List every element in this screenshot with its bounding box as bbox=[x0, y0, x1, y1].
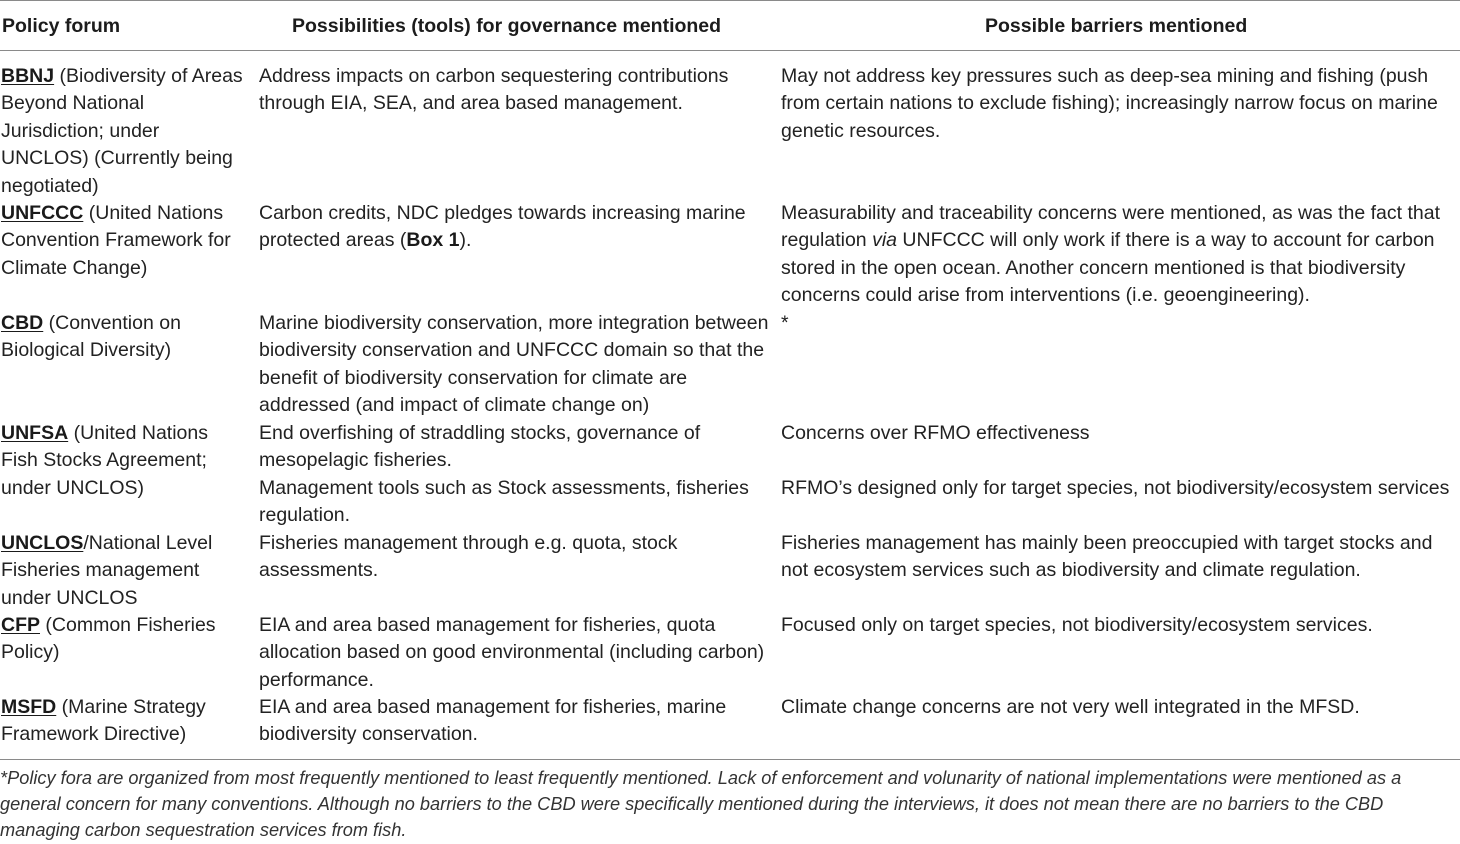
row-cfp-tools: EIA and area based management for fisheries, quota allocation based on good environmental (including carbon) performance. bbox=[259, 614, 765, 691]
forum-description: (Marine Strategy Framework Directive) bbox=[1, 696, 206, 746]
row-msfd-forum bbox=[1, 694, 249, 749]
forum-abbreviation: MSFD bbox=[1, 696, 57, 718]
table-footnote: *Policy fora are organized from most frequently mentioned to least frequently mentioned. Lack of enforcement and volunarity of national implementations were mentioned as a general concern for many conventions. Although no barriers to the CBD were specifically mentioned during the interviews, it does not mean there are no barriers to the CBD managing carbon sequestration services from fish. bbox=[0, 768, 1402, 841]
row-bbnj-barriers: May not address key pressures such as deep-sea mining and fishing (push from certain nations to exclude fishing); increasingly narrow focus on marine genetic resources. bbox=[781, 65, 1438, 142]
row-unfsa-tools-1: End overfishing of straddling stocks, governance of mesopelagic fisheries. bbox=[259, 422, 701, 472]
barriers-text-end: UNFCCC will only work if there is a way to account for carbon stored in the open ocean. Another concern mentioned is that biodiversity concerns could arise from interventions (i.e. geoengineering). bbox=[781, 229, 1435, 307]
row-unfsa-barriers-2: RFMO’s designed only for target species, not biodiversity/ecosystem services bbox=[781, 477, 1450, 499]
row-cbd-forum bbox=[1, 310, 249, 365]
row-cfp-barriers: Focused only on target species, not biodiversity/ecosystem services. bbox=[781, 614, 1373, 636]
row-unfsa-tools-2: Management tools such as Stock assessments, fisheries regulation. bbox=[259, 477, 749, 527]
forum-abbreviation: UNFSA bbox=[1, 422, 69, 444]
table-bottom-rule bbox=[0, 759, 1460, 760]
row-msfd-tools: EIA and area based management for fisheries, marine biodiversity conservation. bbox=[259, 696, 727, 746]
row-unclos-barriers: Fisheries management has mainly been preoccupied with target stocks and not ecosystem services such as biodiversity and climate regulation. bbox=[781, 532, 1433, 582]
italic-via: via bbox=[872, 229, 898, 252]
row-unfccc-forum bbox=[1, 200, 249, 282]
row-unclos-tools: Fisheries management through e.g. quota, stock assessments. bbox=[259, 532, 678, 582]
forum-description: (United Nations Fish Stocks Agreement; under UNCLOS) bbox=[1, 422, 208, 499]
forum-description: (United Nations Convention Framework for Climate Change) bbox=[1, 202, 231, 279]
barriers-text: Measurability and traceability concerns were mentioned, as was the fact that regulation bbox=[781, 202, 1441, 252]
row-bbnj-forum bbox=[1, 63, 249, 200]
forum-abbreviation: CFP bbox=[1, 614, 40, 636]
forum-abbreviation: BBNJ bbox=[1, 65, 55, 87]
forum-description: (Biodiversity of Areas Beyond National Jurisdiction; under UNCLOS) (Currently being negotiated) bbox=[1, 65, 243, 197]
header-policy-forum: Policy forum bbox=[2, 15, 121, 37]
tools-text-end: ). bbox=[459, 229, 472, 252]
row-unfccc-barriers bbox=[781, 200, 1460, 310]
row-unclos-forum bbox=[1, 530, 249, 612]
box-reference: Box 1 bbox=[406, 229, 460, 252]
row-cbd-tools: Marine biodiversity conservation, more integration between biodiversity conservation and UNFCCC domain so that the benefit of biodiversity conservation for climate are addressed (and impact of climate change on) bbox=[259, 312, 769, 417]
header-barriers: Possible barriers mentioned bbox=[985, 15, 1248, 37]
tools-text: Carbon credits, NDC pledges towards increasing marine protected areas ( bbox=[259, 202, 746, 252]
row-bbnj-tools: Address impacts on carbon sequestering contributions through EIA, SEA, and area based management. bbox=[259, 65, 729, 115]
forum-abbreviation: UNFCCC bbox=[1, 202, 84, 224]
forum-abbreviation: CBD bbox=[1, 312, 44, 334]
row-unfccc-tools bbox=[259, 200, 771, 255]
table-top-rule bbox=[0, 0, 1460, 1]
row-cfp-forum bbox=[1, 612, 249, 667]
forum-description: /National Level Fisheries management under UNCLOS bbox=[1, 532, 213, 609]
forum-abbreviation: UNCLOS bbox=[1, 532, 84, 554]
forum-description: (Common Fisheries Policy) bbox=[1, 614, 216, 664]
forum-description: (Convention on Biological Diversity) bbox=[1, 312, 181, 362]
row-unfsa-forum bbox=[1, 420, 249, 502]
header-rule bbox=[0, 50, 1460, 51]
row-msfd-barriers: Climate change concerns are not very well integrated in the MFSD. bbox=[781, 696, 1360, 718]
row-cbd-barriers: * bbox=[781, 312, 789, 334]
header-governance-tools: Possibilities (tools) for governance mentioned bbox=[292, 15, 722, 37]
row-unfsa-barriers-1: Concerns over RFMO effectiveness bbox=[781, 422, 1090, 444]
